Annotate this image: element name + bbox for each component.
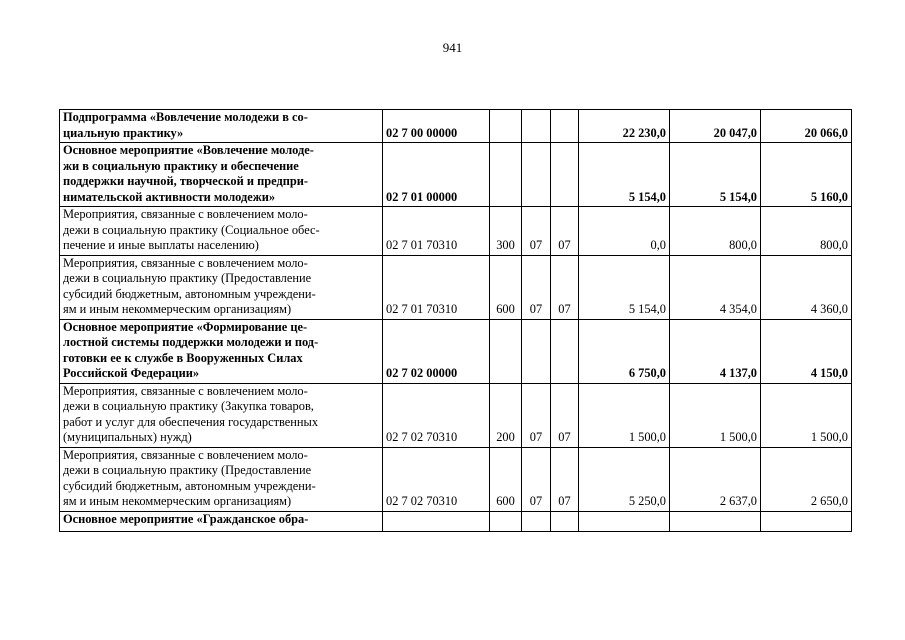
target-article-code-cell: 02 7 01 70310 <box>383 207 490 256</box>
item-name-line: печение и иные выплаты населению) <box>63 238 259 252</box>
target-article-code-cell: 02 7 00 00000 <box>383 110 490 143</box>
item-name-line: лостной системы поддержки молодежи и под- <box>63 335 319 349</box>
item-name-line: Основное мероприятие «Гражданское обра- <box>63 511 309 526</box>
item-name-line: ям и иным некоммерческим организациям) <box>63 494 292 508</box>
item-name-line: субсидий бюджетным, автономным учреждени- <box>63 286 316 301</box>
item-name-line: дежи в социальную практику (Предоставление <box>63 463 312 477</box>
item-name-line: дежи в социальную практику (Предоставление <box>63 271 312 285</box>
item-name-line: Основное мероприятие «Формирование це- <box>63 319 308 334</box>
table-row <box>60 255 852 319</box>
item-name-cell <box>60 207 383 256</box>
item-name-cell <box>60 319 383 383</box>
section-cell <box>522 319 551 383</box>
page-number: 941 <box>442 40 463 55</box>
item-name-line: субсидий бюджетным, автономным учреждени- <box>63 478 316 493</box>
amount-year2-cell <box>670 511 761 531</box>
amount-year2-cell: 800,0 <box>670 207 761 256</box>
target-article-code-cell: 02 7 01 70310 <box>383 255 490 319</box>
expense-type-cell: 600 <box>490 447 522 511</box>
section-cell <box>522 110 551 143</box>
amount-year3-cell: 2 650,0 <box>761 447 852 511</box>
budget-table <box>59 109 852 532</box>
subsection-cell: 07 <box>551 255 579 319</box>
subsection-cell <box>551 143 579 207</box>
subsection-cell: 07 <box>551 447 579 511</box>
item-name-line: Российской Федерации» <box>63 366 200 380</box>
amount-year1-cell <box>579 511 670 531</box>
item-name-cell <box>60 447 383 511</box>
table-row <box>60 383 852 447</box>
expense-type-cell <box>490 110 522 143</box>
section-cell <box>522 511 551 531</box>
item-name-line: дежи в социальную практику (Социальное обес- <box>63 222 320 237</box>
amount-year1-cell: 22 230,0 <box>579 110 670 143</box>
item-name-line: нимательской активности молодежи» <box>63 189 276 204</box>
table-row <box>60 110 852 143</box>
item-name-line: циальную практику» <box>63 125 184 140</box>
amount-year2-cell: 5 154,0 <box>670 143 761 207</box>
section-cell: 07 <box>522 447 551 511</box>
expense-type-cell: 300 <box>490 207 522 256</box>
amount-year1-cell: 5 154,0 <box>579 143 670 207</box>
item-name-line: ям и иным некоммерческим организациям) <box>63 302 292 316</box>
amount-year1-cell: 6 750,0 <box>579 319 670 383</box>
expense-type-cell <box>490 511 522 531</box>
amount-year2-cell: 20 047,0 <box>670 110 761 143</box>
subsection-cell: 07 <box>551 383 579 447</box>
amount-year3-cell: 4 150,0 <box>761 319 852 383</box>
amount-year2-cell: 4 354,0 <box>670 255 761 319</box>
item-name-cell <box>60 143 383 207</box>
table-row <box>60 207 852 256</box>
amount-year3-cell: 4 360,0 <box>761 255 852 319</box>
item-name-line: Основное мероприятие «Вовлечение молоде- <box>63 143 314 157</box>
amount-year2-cell: 4 137,0 <box>670 319 761 383</box>
section-cell: 07 <box>522 383 551 447</box>
item-name-line: Мероприятия, связанные с вовлечением моло- <box>63 207 308 221</box>
item-name-cell <box>60 383 383 447</box>
amount-year1-cell: 1 500,0 <box>579 383 670 447</box>
amount-year3-cell: 1 500,0 <box>761 383 852 447</box>
amount-year2-cell: 1 500,0 <box>670 383 761 447</box>
amount-year3-cell: 800,0 <box>761 207 852 256</box>
amount-year1-cell: 5 250,0 <box>579 447 670 511</box>
subsection-cell <box>551 110 579 143</box>
item-name-line: Подпрограмма «Вовлечение молодежи в со- <box>63 110 308 124</box>
amount-year1-cell: 5 154,0 <box>579 255 670 319</box>
section-cell <box>522 143 551 207</box>
target-article-code-cell <box>383 511 490 531</box>
item-name-line: Мероприятия, связанные с вовлечением моло- <box>63 255 308 270</box>
amount-year3-cell: 5 160,0 <box>761 143 852 207</box>
expense-type-cell <box>490 143 522 207</box>
subsection-cell <box>551 319 579 383</box>
amount-year3-cell <box>761 511 852 531</box>
table-row <box>60 447 852 511</box>
table-row <box>60 319 852 383</box>
item-name-line: жи в социальную практику и обеспечение <box>63 158 299 173</box>
table-row <box>60 143 852 207</box>
target-article-code-cell: 02 7 02 70310 <box>383 447 490 511</box>
expense-type-cell: 600 <box>490 255 522 319</box>
table-row <box>60 511 852 531</box>
item-name-cell <box>60 110 383 143</box>
item-name-line: Мероприятия, связанные с вовлечением моло- <box>63 383 308 398</box>
amount-year2-cell: 2 637,0 <box>670 447 761 511</box>
item-name-cell <box>60 511 383 531</box>
item-name-cell <box>60 255 383 319</box>
expense-type-cell: 200 <box>490 383 522 447</box>
section-cell: 07 <box>522 255 551 319</box>
target-article-code-cell: 02 7 02 00000 <box>383 319 490 383</box>
subsection-cell <box>551 511 579 531</box>
target-article-code-cell: 02 7 01 00000 <box>383 143 490 207</box>
item-name-line: готовки ее к службе в Вооруженных Силах <box>63 350 303 365</box>
item-name-line: поддержки научной, творческой и предпри- <box>63 174 309 188</box>
amount-year1-cell: 0,0 <box>579 207 670 256</box>
amount-year3-cell: 20 066,0 <box>761 110 852 143</box>
item-name-line: (муниципальных) нужд) <box>63 430 192 444</box>
item-name-line: дежи в социальную практику (Закупка товаров, <box>63 399 314 413</box>
subsection-cell: 07 <box>551 207 579 256</box>
item-name-line: работ и услуг для обеспечения государственных <box>63 414 319 429</box>
expense-type-cell <box>490 319 522 383</box>
section-cell: 07 <box>522 207 551 256</box>
target-article-code-cell: 02 7 02 70310 <box>383 383 490 447</box>
item-name-line: Мероприятия, связанные с вовлечением моло- <box>63 447 308 462</box>
